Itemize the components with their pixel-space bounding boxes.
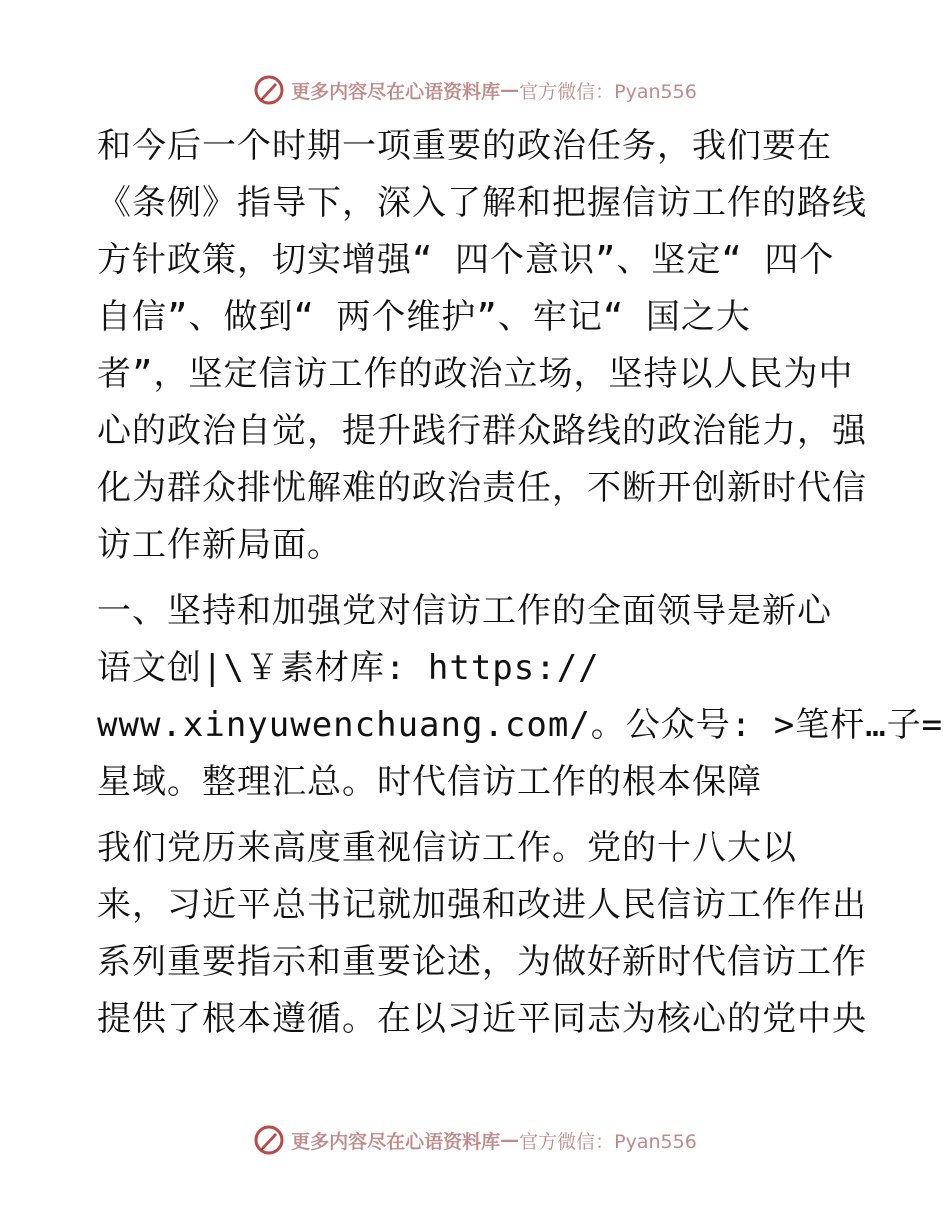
text-line: 心的政治自觉，提升践行群众路线的政治能力，强: [97, 411, 867, 451]
text-line: 自信”、做到“ 两个维护”、牢记“ 国之大: [97, 297, 751, 337]
text-line: 和今后一个时期一项重要的政治任务，我们要在: [97, 126, 832, 166]
footer-watermark-banner: [0, 1120, 950, 1160]
text-line: 化为群众排忧解难的政治责任，不断开创新时代信: [97, 468, 867, 508]
text-line: 方针政策，切实增强“ 四个意识”、坚定“ 四个: [97, 240, 835, 280]
text-line: 星域。整理汇总。时代信访工作的根本保障: [97, 762, 762, 802]
text-line: 我们党历来高度重视信访工作。党的十八大以: [97, 828, 797, 868]
paragraph-1: [97, 118, 867, 574]
text-line: 者”，坚定信访工作的政治立场，坚持以人民为中: [97, 354, 854, 394]
header-banner-sep: —: [500, 79, 520, 101]
document-body: [97, 118, 944, 1048]
text-line: 来，习近平总书记就加强和改进人民信访工作作出: [97, 885, 867, 925]
footer-banner-sep: —: [500, 1129, 520, 1151]
paragraph-3: [97, 820, 867, 1048]
footer-banner-tail: 官方微信：Pyan556: [519, 1130, 697, 1153]
paragraph-2: [97, 583, 944, 811]
quill-logo-icon: [253, 1124, 285, 1156]
header-banner-tail: 官方微信：Pyan556: [519, 80, 697, 103]
header-banner-main: 更多内容尽在心语资料库: [291, 80, 501, 103]
text-line: 访工作新局面。: [97, 525, 342, 565]
footer-banner-main: 更多内容尽在心语资料库: [291, 1130, 501, 1153]
text-line: 语文创|\￥素材库: https://: [97, 648, 600, 688]
text-line: 系列重要指示和重要论述，为做好新时代信访工作: [97, 942, 867, 982]
section-heading-line: 一、坚持和加强党对信访工作的全面领导是新心: [97, 591, 832, 631]
text-line: 《条例》指导下，深入了解和把握信访工作的路线: [97, 183, 867, 223]
header-watermark-banner: [0, 70, 950, 110]
quill-logo-icon: [253, 74, 285, 106]
text-line: www.xinyuwenchuang.com/。公众号: >笔杆…子=: [97, 705, 944, 745]
text-line: 提供了根本遵循。在以习近平同志为核心的党中央: [97, 999, 867, 1039]
